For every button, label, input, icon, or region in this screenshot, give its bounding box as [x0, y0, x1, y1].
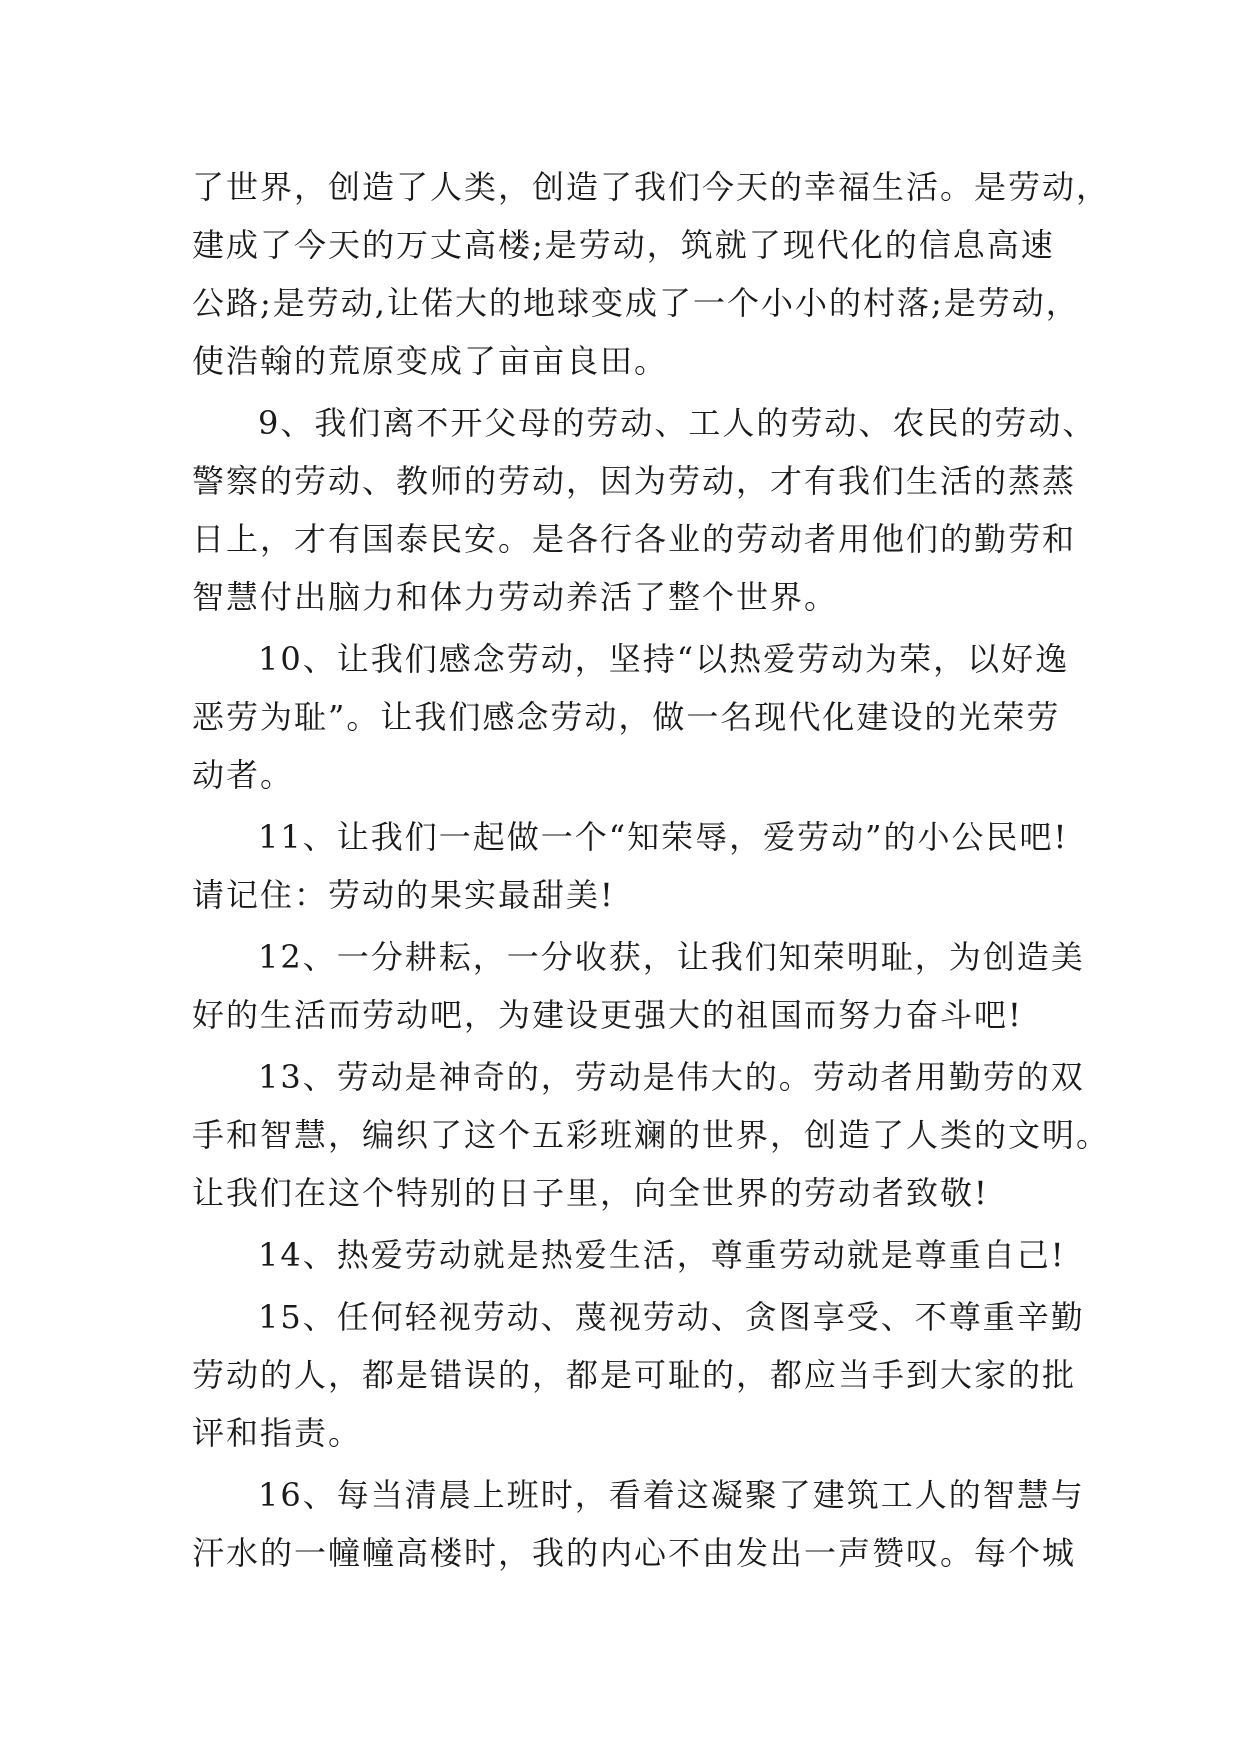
- text-line: 好的生活而劳动吧，为建设更强大的祖国而努力奋斗吧!: [192, 996, 1023, 1034]
- text-line: 动者。: [192, 756, 295, 794]
- text-line: 手和智慧，编织了这个五彩班斓的世界，创造了人类的文明。: [192, 1116, 1111, 1154]
- text-line: 9、我们离不开父母的劳动、工人的劳动、农民的劳动、: [258, 404, 1097, 442]
- text-line: 了世界，创造了人类，创造了我们今天的幸福生活。是劳动，: [192, 168, 1111, 206]
- paragraph-15: [192, 1288, 1085, 1462]
- text-line: 智慧付出脑力和体力劳动养活了整个世界。: [192, 578, 839, 616]
- text-line: 14、热爱劳动就是热爱生活，尊重劳动就是尊重自己!: [258, 1236, 1066, 1274]
- text-line: 评和指责。: [192, 1414, 363, 1452]
- text-line: 13、劳动是神奇的，劳动是伟大的。劳动者用勤劳的双: [258, 1058, 1085, 1096]
- text-line: 劳动的人，都是错误的，都是可耻的，都应当手到大家的批: [192, 1356, 1077, 1394]
- paragraph-9: [192, 394, 1097, 626]
- paragraph-14: [192, 1226, 1072, 1284]
- text-line: 警察的劳动、教师的劳动，因为劳动，才有我们生活的蒸蒸: [192, 462, 1077, 500]
- text-line: 日上，才有国泰民安。是各行各业的劳动者用他们的勤劳和: [192, 520, 1077, 558]
- text-line: 使浩翰的荒原变成了亩亩良田。: [192, 342, 669, 380]
- paragraph-13: [192, 1048, 1111, 1222]
- text-line: 15、任何轻视劳动、蔑视劳动、贪图享受、不尊重辛勤: [258, 1298, 1085, 1336]
- text-line: 让我们在这个特别的日子里，向全世界的劳动者致敬!: [192, 1174, 989, 1212]
- text-line: 请记住：劳动的果实最甜美!: [192, 876, 615, 914]
- text-line: 11、让我们一起做一个“知荣辱，爱劳动”的小公民吧!: [258, 818, 1069, 856]
- paragraph-16: [192, 1466, 1085, 1582]
- paragraph-8-continued: [192, 158, 1111, 390]
- text-line: 汗水的一幢幢高楼时，我的内心不由发出一声赞叹。每个城: [192, 1534, 1077, 1572]
- paragraph-10: [192, 630, 1072, 804]
- text-line: 12、一分耕耘，一分收获，让我们知荣明耻，为创造美: [258, 938, 1085, 976]
- paragraph-11: [192, 808, 1072, 924]
- text-line: 恶劳为耻”。让我们感念劳动，做一名现代化建设的光荣劳: [192, 698, 1061, 736]
- paragraph-12: [192, 928, 1085, 1044]
- text-line: 建成了今天的万丈高楼;是劳动，筑就了现代化的信息高速: [192, 226, 1055, 264]
- text-line: 公路;是劳动,让偌大的地球变成了一个小小的村落;是劳动，: [192, 284, 1080, 322]
- text-line: 16、每当清晨上班时，看着这凝聚了建筑工人的智慧与: [258, 1476, 1085, 1514]
- document-body: [192, 158, 1111, 1582]
- text-line: 10、让我们感念劳动，坚持“以热爱劳动为荣，以好逸: [258, 640, 1070, 678]
